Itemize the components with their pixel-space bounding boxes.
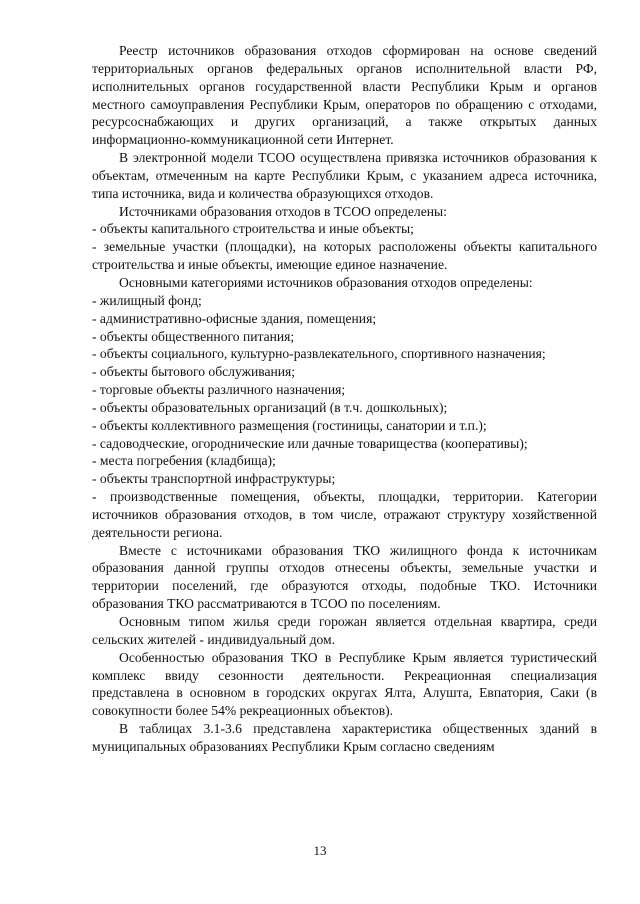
list-item: - торговые объекты различного назначения; — [92, 382, 346, 398]
list-item: - административно-офисные здания, помещения; — [92, 310, 377, 326]
list-item: - производственные помещения, объекты, площадки, территории. Категории источников образования отходов, в том числе, отражают структуру хозяйственной деятельности региона. — [92, 489, 597, 540]
list-item: - объекты бытового обслуживания; — [92, 364, 296, 380]
list-item: - объекты коллективного размещения (гостиницы, санатории и т.п.); — [92, 417, 487, 433]
list-item: - объекты образовательных организаций (в т.ч. дошкольных); — [92, 399, 448, 415]
paragraph-electronic-model: В электронной модели ТСОО осуществлена привязка источников образования к объектам, отмеченным на карте Республики Крым, с указанием адреса источника, типа источника, вида и количества образующихся отходов. — [92, 150, 597, 201]
list-item: - объекты транспортной инфраструктуры; — [92, 471, 336, 487]
paragraph-tourism: Особенностью образования ТКО в Республике Крым является туристический комплекс ввиду сезонности деятельности. Рекреационная специализация представлена в основном в городских округах Ялта, Алушта, Евпатория, Саки (в совокупности более 54% рекреационных объектов). — [92, 649, 597, 719]
list-item: - объекты капитального строительства и иные объекты; — [92, 221, 414, 237]
list-item: - объекты социального, культурно-развлекательного, спортивного назначения; — [92, 346, 546, 362]
paragraph-tables-intro: В таблицах 3.1-3.6 представлена характеристика общественных зданий в муниципальных образованиях Республики Крым согласно сведениям — [92, 721, 597, 754]
page-number: 13 — [313, 843, 327, 858]
body-text — [92, 42, 597, 756]
list-item: - места погребения (кладбища); — [92, 453, 276, 469]
paragraph-main-categories: Основными категориями источников образования отходов определены: — [119, 274, 533, 290]
paragraph-housing-type: Основным типом жилья среди горожан является отдельная квартира, среди сельских жителей - индивидуальный дом. — [92, 614, 597, 647]
list-item: - садоводческие, огороднические или дачные товарищества (кооперативы); — [92, 435, 528, 451]
list-item: - жилищный фонд; — [92, 292, 202, 308]
paragraph-sources-defined: Источниками образования отходов в ТСОО определены: — [119, 203, 447, 219]
paragraph-tko-housing: Вместе с источниками образования ТКО жилищного фонда к источникам образования данной группы отходов отнесены объекты, земельные участки и территории поселений, где образуются отходы, подобные ТКО. Источники образования ТКО рассматриваются в ТСОО по поселениям. — [92, 542, 597, 612]
paragraph-registry-sources: Реестр источников образования отходов сформирован на основе сведений территориальных органов федеральных органов исполнительной власти РФ, исполнительных органов государственной власти Республики Крым и органов местного самоуправления Республики Крым, операторов по обращению с отходами, ресурсоснабжающих и других организаций, а также открытых данных информационно-коммуникационной сети Интернет. — [92, 43, 597, 148]
list-item: - объекты общественного питания; — [92, 328, 295, 344]
list-item: - земельные участки (площадки), на которых расположены объекты капитального строительства и иные объекты, имеющие единое назначение. — [92, 239, 597, 273]
